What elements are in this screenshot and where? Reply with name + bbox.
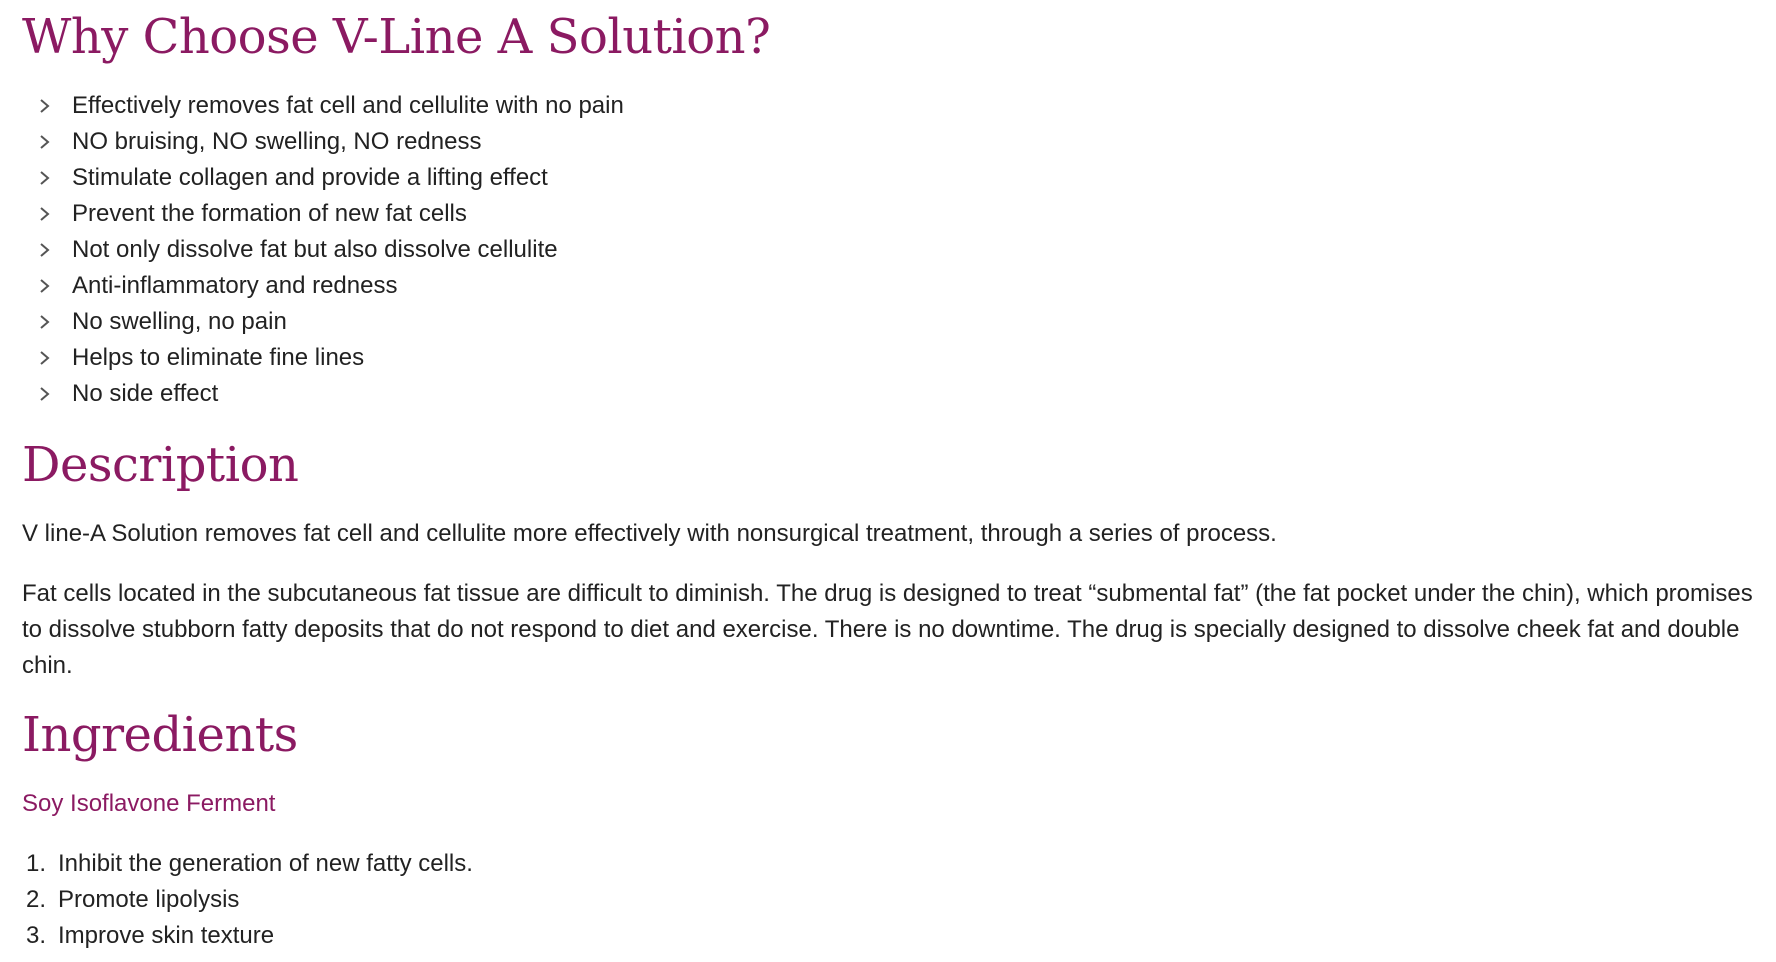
list-number: 1.	[26, 850, 47, 877]
chevron-right-icon	[36, 160, 56, 196]
chevron-right-icon	[36, 124, 56, 160]
list-item-text: Anti-inflammatory and redness	[72, 272, 398, 299]
description-paragraph-1: V line-A Solution removes fat cell and cellulite more effectively with nonsurgical treatment, through a series of process.	[22, 520, 1277, 547]
list-item	[22, 340, 624, 376]
list-item-text: Promote lipolysis	[58, 886, 240, 913]
chevron-right-icon	[36, 268, 56, 304]
list-item-text: No side effect	[72, 380, 219, 407]
description-heading: Description	[22, 437, 299, 493]
list-item-text: Improve skin texture	[58, 922, 275, 949]
list-item-text: Effectively removes fat cell and cellulite with no pain	[72, 92, 624, 119]
list-number: 2.	[26, 886, 47, 913]
ingredient-benefits-list	[22, 846, 473, 954]
list-item-text: Not only dissolve fat but also dissolve cellulite	[72, 236, 558, 263]
list-item	[22, 268, 624, 304]
list-item	[22, 918, 473, 954]
chevron-right-icon	[36, 304, 56, 340]
chevron-right-icon	[36, 196, 56, 232]
chevron-right-icon	[36, 376, 56, 412]
list-item	[22, 88, 624, 124]
why-choose-heading: Why Choose V-Line A Solution?	[22, 9, 771, 65]
chevron-right-icon	[36, 88, 56, 124]
list-item	[22, 196, 624, 232]
list-number: 3.	[26, 922, 47, 949]
list-item	[22, 160, 624, 196]
list-item	[22, 304, 624, 340]
list-item	[22, 232, 624, 268]
chevron-right-icon	[36, 340, 56, 376]
list-item	[22, 882, 473, 918]
ingredients-heading: Ingredients	[22, 707, 298, 763]
description-paragraph-2: Fat cells located in the subcutaneous fat tissue are difficult to diminish. The drug is designed to treat “submental fat” (the fat pocket under the chin), which promises to dissolve stubborn fatty deposits that do not respond to diet and exercise. There is no downtime. The drug is specially designed to dissolve cheek fat and double chin.	[22, 580, 1753, 679]
features-list	[22, 88, 624, 412]
list-item-text: Helps to eliminate fine lines	[72, 344, 365, 371]
list-item-text: Inhibit the generation of new fatty cells.	[58, 850, 473, 877]
list-item-text: NO bruising, NO swelling, NO redness	[72, 128, 482, 155]
chevron-right-icon	[36, 232, 56, 268]
list-item-text: No swelling, no pain	[72, 308, 287, 335]
list-item	[22, 846, 473, 882]
ingredient-name: Soy Isoflavone Ferment	[22, 790, 276, 817]
list-item	[22, 124, 624, 160]
list-item-text: Prevent the formation of new fat cells	[72, 200, 467, 227]
list-item-text: Stimulate collagen and provide a lifting effect	[72, 164, 548, 191]
list-item	[22, 376, 624, 412]
